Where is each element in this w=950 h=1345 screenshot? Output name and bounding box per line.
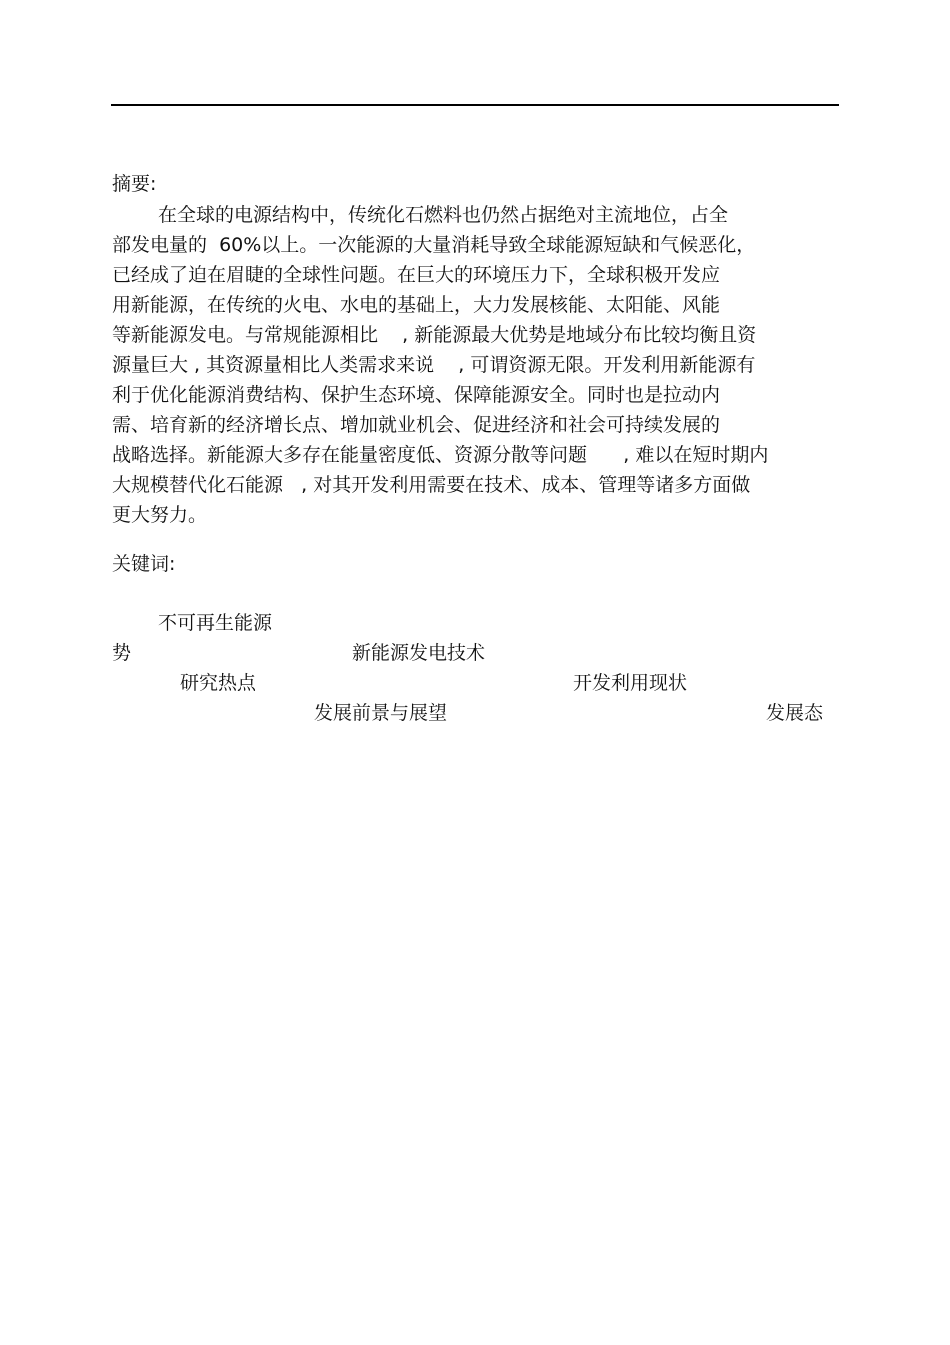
abstract-body <box>112 200 842 530</box>
header-rule <box>111 104 839 106</box>
keyword: 新能源发电技术 <box>352 642 486 664</box>
abstract-line: 利于优化能源消费结构、保护生态环境、保障能源安全。同时也是拉动内 <box>112 384 721 406</box>
abstract-line: 需、培育新的经济增长点、增加就业机会、促进经济和社会可持续发展的 <box>112 414 721 436</box>
keyword: 发展前景与展望 <box>314 702 448 724</box>
abstract-line: 战略选择。新能源大多存在能量密度低、资源分散等问题 , 难以在短时期内 <box>112 444 769 466</box>
keyword: 研究热点 <box>180 672 257 694</box>
keyword: 开发利用现状 <box>573 672 688 694</box>
abstract-line: 用新能源，在传统的火电、水电的基础上，大力发展核能、太阳能、风能 <box>112 294 721 316</box>
keyword: 不可再生能源 <box>158 612 273 634</box>
abstract-line: 已经成了迫在眉睫的全球性问题。在巨大的环境压力下，全球积极开发应 <box>112 264 721 286</box>
abstract-line: 部发电量的 60%以上。一次能源的大量消耗导致全球能源短缺和气候恶化， <box>112 234 756 256</box>
abstract-heading: 摘要: <box>112 173 157 195</box>
keyword: 势 <box>112 642 132 664</box>
abstract-line: 源量巨大 , 其资源量相比人类需求来说 , 可谓资源无限。开发利用新能源有 <box>112 354 756 376</box>
keyword: 发展态 <box>766 702 824 724</box>
abstract-line: 等新能源发电。与常规能源相比 , 新能源最大优势是地域分布比较均衡且资 <box>112 324 757 346</box>
abstract-line: 大规模替代化石能源 , 对其开发利用需要在技术、成本、管理等诸多方面做 <box>112 474 751 496</box>
abstract-line: 在全球的电源结构中，传统化石燃料也仍然占据绝对主流地位，占全 <box>158 204 729 226</box>
abstract-line: 更大努力。 <box>112 504 208 526</box>
keywords-heading: 关键词: <box>112 553 176 575</box>
